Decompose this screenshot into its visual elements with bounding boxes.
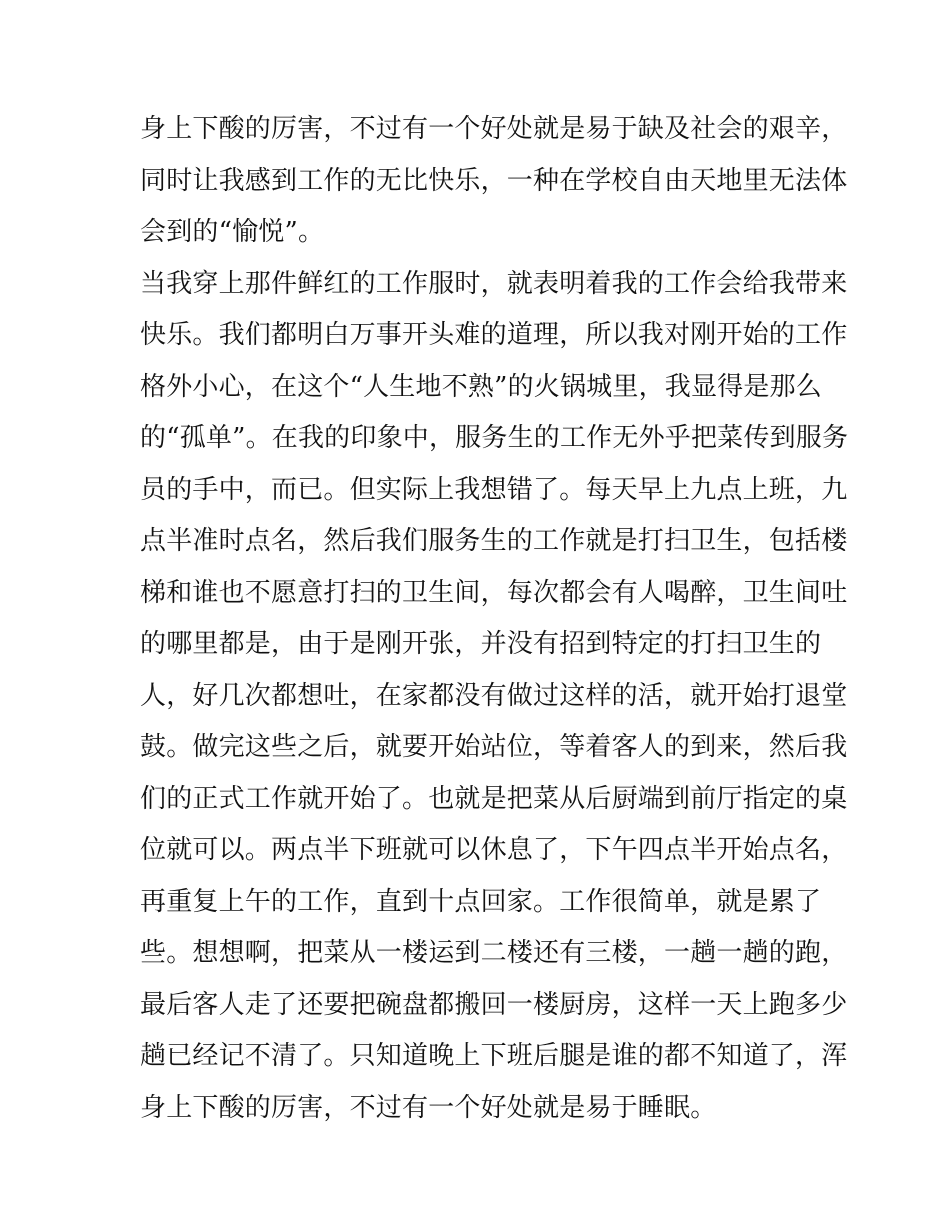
text-line: 们的正式工作就开始了。也就是把菜从后厨端到前厅指定的桌: [140, 783, 848, 814]
text-line: 位就可以。两点半下班就可以休息了，下午四点半开始点名，: [140, 835, 848, 865]
text-line: 格外小心，在这个“人生地不熟”的火锅城里，我显得是那么: [140, 371, 822, 402]
text-line: 的哪里都是，由于是刚开张，并没有招到特定的打扫卫生的: [140, 629, 822, 659]
text-line: 梯和谁也不愿意打扫的卫生间，每次都会有人喝醉，卫生间吐: [140, 577, 848, 608]
text-line: 趟已经记不清了。只知道晚上下班后腿是谁的都不知道了，浑: [140, 1041, 848, 1071]
text-line: 些。想想啊，把菜从一楼运到二楼还有三楼，一趟一趟的跑，: [140, 938, 848, 968]
text-line: 人，好几次都想吐，在家都没有做过这样的活，就开始打退堂: [140, 680, 848, 711]
body-text: [140, 109, 849, 1139]
text-line: 身上下酸的厉害，不过有一个好处就是易于缺及社会的艰辛，: [140, 114, 848, 144]
text-line: 点半准时点名，然后我们服务生的工作就是打扫卫生，包括楼: [140, 526, 848, 556]
text-line: 同时让我感到工作的无比快乐，一种在学校自由天地里无法体: [140, 165, 848, 196]
text-line: 当我穿上那件鲜红的工作服时，就表明着我的工作会给我带来: [140, 268, 848, 299]
text-line: 的“孤单”。在我的印象中，服务生的工作无外乎把菜传到服务: [140, 423, 849, 453]
text-line: 最后客人走了还要把碗盘都搬回一楼厨房，这样一天上跑多少: [140, 989, 848, 1020]
text-line: 会到的“愉悦”。: [140, 217, 325, 247]
text-line: 鼓。做完这些之后，就要开始站位，等着客人的到来，然后我: [140, 732, 848, 762]
text-line: 再重复上午的工作，直到十点回家。工作很简单，就是累了: [140, 886, 822, 917]
text-line: 快乐。我们都明白万事开头难的道理，所以我对刚开始的工作: [140, 320, 848, 350]
text-line: 员的手中，而已。但实际上我想错了。每天早上九点上班，九: [140, 474, 848, 505]
text-line: 身上下酸的厉害，不过有一个好处就是易于睡眠。: [140, 1092, 717, 1123]
